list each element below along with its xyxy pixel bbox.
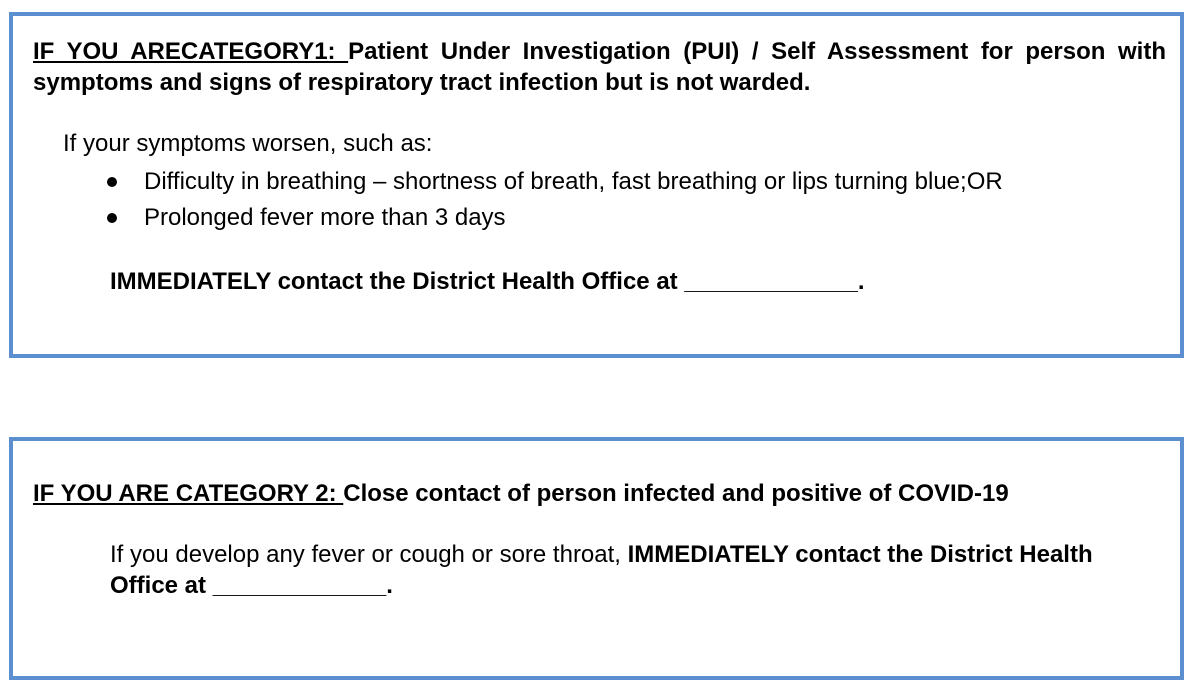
phone-blank: _____________ [212, 572, 387, 599]
list-item [107, 164, 1003, 200]
category1-symptom-list [107, 164, 1003, 236]
symptom-text: Prolonged fever more than 3 days [144, 204, 506, 231]
bullet-icon [107, 213, 117, 223]
symptom-text: Difficulty in breathing – shortness of breath, fast breathing or lips turning blue;OR [144, 168, 1003, 195]
category2-heading [33, 478, 1166, 509]
category2-box [9, 437, 1184, 680]
list-item [107, 200, 1003, 236]
category1-box [9, 12, 1184, 358]
phone-blank: _____________ [684, 268, 858, 295]
bullet-icon [107, 177, 117, 187]
category1-heading [33, 36, 1166, 98]
category1-contact-instruction [110, 266, 865, 297]
category2-heading-text: Close contact of person infected and positive of COVID-19 [343, 480, 1009, 507]
category2-heading-label: IF YOU ARE CATEGORY 2: [33, 480, 344, 507]
period: . [857, 268, 865, 295]
category2-contact-instruction [110, 539, 1120, 601]
contact-text: IMMEDIATELY contact the District Health Office at [110, 541, 1093, 599]
category1-heading-label: IF YOU ARECATEGORY1: [33, 38, 349, 65]
instruction-text: If you develop any fever or cough or sore throat, [110, 541, 628, 568]
contact-text: IMMEDIATELY contact the District Health Office at [110, 268, 685, 295]
period: . [386, 572, 393, 599]
category1-heading-text: Patient Under Investigation (PUI) / Self Assessment for person with symptoms and signs of respiratory tract infection but is not warded. [33, 38, 1166, 96]
category1-intro: If your symptoms worsen, such as: [63, 130, 433, 157]
